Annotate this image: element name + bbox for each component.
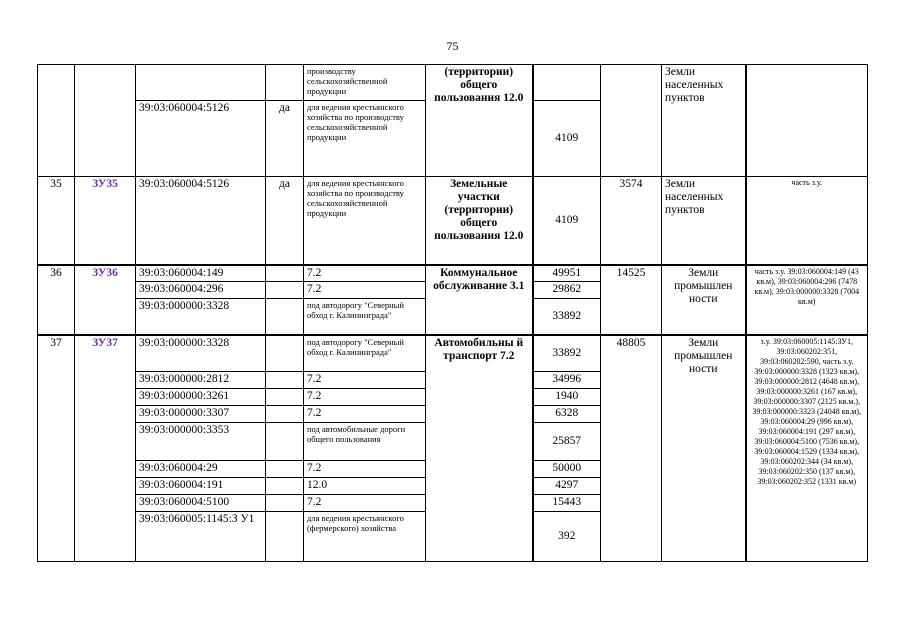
flag-cell [266,299,304,335]
category-cell: Земли населенных пунктов [662,65,746,177]
land-plots-table [37,64,868,562]
vri-cell: Коммунальное обслуживание 3.1 [426,265,533,335]
flag-cell [266,406,304,423]
purpose-cell: под автомобильные дороги общего пользования [304,423,426,461]
purpose-cell: 7.2 [304,495,426,512]
note-cell: часть з.у. [746,177,868,265]
kadastr-cell: 39:03:060004:5126 [136,101,266,177]
area-cell: 1940 [533,389,601,406]
area-cell: 15443 [533,495,601,512]
area-cell: 4109 [533,177,601,265]
area-cell: 6328 [533,406,601,423]
flag-cell: да [266,177,304,265]
note-cell [746,65,868,177]
area-cell: 34996 [533,372,601,389]
note-cell: часть з.у. 39:03:060004:149 (43 кв.м), 39:03:060004:296 (7478 кв.м), 39:03:000000:3328 (7004 кв.м) [746,265,868,335]
num-cell [38,65,75,177]
total-area-cell [601,65,662,177]
area-cell: 50000 [533,461,601,478]
purpose-cell: 7.2 [304,406,426,423]
kadastr-cell: 39:03:000000:3353 [136,423,266,461]
purpose-cell: для ведения крестьянского (фермерского) хозяйства [304,512,426,562]
flag-cell [266,478,304,495]
kadastr-cell: 39:03:060004:5126 [136,177,266,265]
purpose-cell: 7.2 [304,372,426,389]
kadastr-cell: 39:03:000000:2812 [136,372,266,389]
kadastr-cell: 39:03:060004:149 [136,265,266,282]
flag-cell: да [266,101,304,177]
kadastr-cell: 39:03:060004:191 [136,478,266,495]
kadastr-cell: 39:03:000000:3307 [136,406,266,423]
category-cell: Земли промышлен ности [662,335,746,562]
table-row [38,335,868,372]
purpose-cell: 7.2 [304,461,426,478]
purpose-cell: под автодорогу "Северный обход г. Калининграда" [304,335,426,372]
purpose-cell: 7.2 [304,265,426,282]
area-cell: 25857 [533,423,601,461]
page-number: 75 [446,39,459,53]
purpose-cell: 7.2 [304,282,426,299]
flag-cell [266,282,304,299]
num-cell: 35 [38,177,75,265]
flag-cell [266,461,304,478]
flag-cell [266,423,304,461]
flag-cell [266,65,304,101]
category-cell: Земли населенных пунктов [662,177,746,265]
area-cell: 33892 [533,299,601,335]
vri-cell: Автомобильны й транспорт 7.2 [426,335,533,562]
kadastr-cell [136,65,266,101]
zu-cell: ЗУ36 [75,265,136,335]
vri-cell: (территории) общего пользования 12.0 [426,65,533,177]
kadastr-cell: 39:03:060004:5100 [136,495,266,512]
total-area-cell: 48805 [601,335,662,562]
flag-cell [266,495,304,512]
kadastr-cell: 39:03:000000:3328 [136,299,266,335]
flag-cell [266,335,304,372]
table-row [38,265,868,282]
kadastr-cell: 39:03:000000:3328 [136,335,266,372]
area-cell: 33892 [533,335,601,372]
kadastr-cell: 39:03:060005:1145:З У1 [136,512,266,562]
flag-cell [266,372,304,389]
table-row [38,65,868,101]
purpose-cell: для ведения крестьянского хозяйства по производству сельскохозяйственной продукции [304,177,426,265]
zu-cell: ЗУ35 [75,177,136,265]
purpose-cell: под автодорогу "Северный обход г. Калининграда" [304,299,426,335]
zu-cell: ЗУ37 [75,335,136,562]
area-cell: 49951 [533,265,601,282]
total-area-cell: 3574 [601,177,662,265]
zu-cell [75,65,136,177]
vri-cell: Земельные участки (территории) общего пользования 12.0 [426,177,533,265]
area-cell [533,65,601,101]
area-cell: 29862 [533,282,601,299]
purpose-cell: 12.0 [304,478,426,495]
purpose-cell: 7.2 [304,389,426,406]
note-cell: з.у. 39:03:060005:1145:ЗУ1, 39:03:060202:351, 39:03:060202:590, часть з.у. 39:03:000000:3328 (1323 кв.м), 39:03:000000:2812 (4648 кв.м), 39:03:000000:3261 (167 кв.м), 39:03:000000:3307 (2125 кв.м.), 39:03:000000:3323 (24048 кв.м), 39:03:060004:29 (996 кв.м), 39:03:060004:191 (297 кв.м), 39:03:060004:5100 (7536 кв.м), 39:03:060004:1529 (1334 кв.м), 39:03:060202:344 (34 кв.м), 39:03:060202:350 (137 кв.м), 39:03:060202:352 (1331 кв.м) [746,335,868,562]
kadastr-cell: 39:03:060004:296 [136,282,266,299]
kadastr-cell: 39:03:000000:3261 [136,389,266,406]
num-cell: 37 [38,335,75,562]
num-cell: 36 [38,265,75,335]
category-cell: Земли промышлен ности [662,265,746,335]
flag-cell [266,389,304,406]
flag-cell [266,265,304,282]
total-area-cell: 14525 [601,265,662,335]
purpose-cell: производству сельскохозяйственной продукции [304,65,426,101]
area-cell: 4109 [533,101,601,177]
kadastr-cell: 39:03:060004:29 [136,461,266,478]
area-cell: 4297 [533,478,601,495]
flag-cell [266,512,304,562]
purpose-cell: для ведения крестьянского хозяйства по производству сельскохозяйственной продукции [304,101,426,177]
area-cell: 392 [533,512,601,562]
table-row [38,177,868,265]
